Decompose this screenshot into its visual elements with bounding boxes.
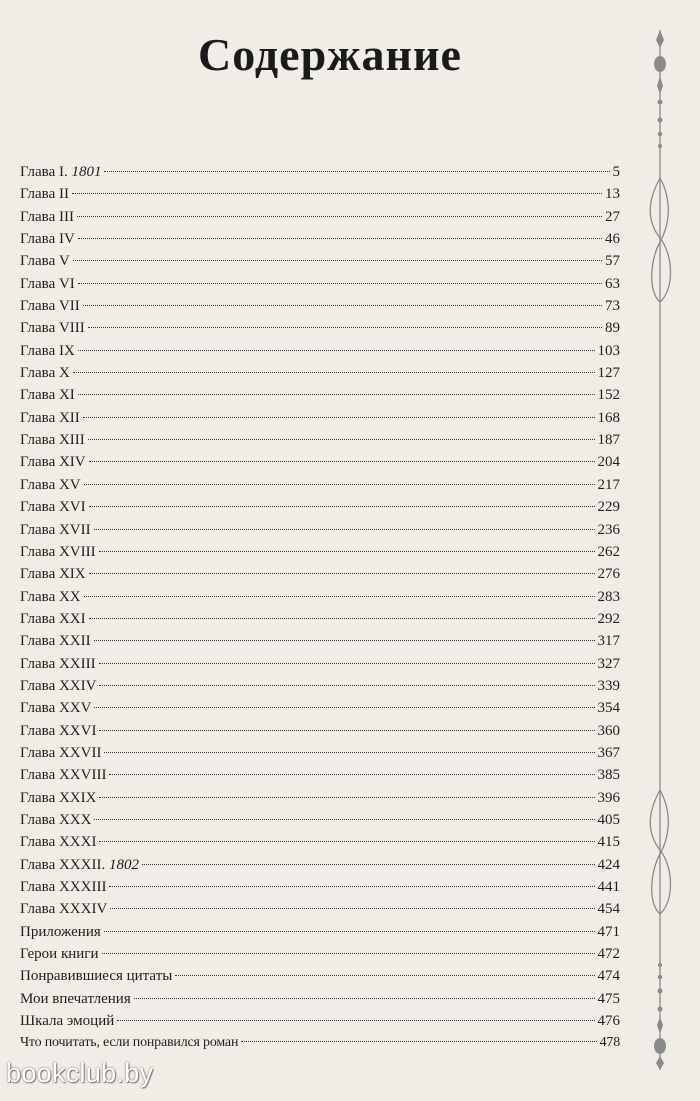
toc-entry-label: Глава XII xyxy=(20,409,80,426)
toc-entry-page: 317 xyxy=(597,633,620,650)
toc-entry xyxy=(20,921,620,943)
toc-entry-label: Глава XXIV xyxy=(20,677,97,694)
toc-entry-label: Глава XX xyxy=(20,588,81,605)
dot-leader xyxy=(89,618,595,619)
toc-entry-page: 367 xyxy=(597,744,620,761)
toc-entry-title xyxy=(20,943,99,965)
toc-entry-title xyxy=(20,362,70,384)
page-title: Содержание xyxy=(198,29,462,80)
toc-entry-label: Глава XXV xyxy=(20,700,92,717)
toc-entry-title xyxy=(20,1032,238,1054)
toc-entry-title xyxy=(20,787,96,809)
toc-entry-label: Глава XV xyxy=(20,476,81,493)
toc-entry-label: Глава XXVI xyxy=(20,722,97,739)
dot-leader xyxy=(83,417,595,418)
toc-entry-label: Глава XXIX xyxy=(20,789,97,806)
dot-leader xyxy=(134,998,595,999)
toc-entry xyxy=(20,697,620,719)
toc-entry-page: 292 xyxy=(597,610,620,627)
toc-entry-page: 354 xyxy=(597,700,620,717)
toc-entry-label: Герои книги xyxy=(20,946,99,963)
toc-entry-page: 89 xyxy=(605,320,620,337)
toc-entry-page: 57 xyxy=(605,253,620,270)
toc-entry-title xyxy=(20,519,91,541)
toc-entry xyxy=(20,384,620,406)
toc-entry-label: Глава XIII xyxy=(20,432,85,449)
toc-entry-title xyxy=(20,429,85,451)
dot-leader xyxy=(78,394,595,395)
toc-entry xyxy=(20,519,620,541)
dot-leader xyxy=(104,171,609,172)
dot-leader xyxy=(102,953,595,954)
toc-entry-page: 474 xyxy=(597,968,620,985)
dot-leader xyxy=(110,908,594,909)
toc-entry-page: 478 xyxy=(599,1035,620,1051)
toc-entry-page: 27 xyxy=(605,208,620,225)
dot-leader xyxy=(142,864,595,865)
toc-entry-label: Глава IV xyxy=(20,231,75,248)
dot-leader xyxy=(99,663,595,664)
toc-entry xyxy=(20,451,620,473)
toc-entry-page: 454 xyxy=(597,901,620,918)
toc-entry-label: Глава XI xyxy=(20,387,75,404)
toc-entry-label: Приложения xyxy=(20,923,101,940)
toc-entry-page: 441 xyxy=(597,879,620,895)
toc-entry-title xyxy=(20,273,75,295)
toc-entry-page: 73 xyxy=(605,298,620,315)
toc-entry-page: 327 xyxy=(597,655,620,672)
dot-leader xyxy=(89,461,595,462)
toc-entry xyxy=(20,228,620,250)
toc-entry-title xyxy=(20,965,172,987)
toc-entry-title xyxy=(20,854,139,876)
toc-entry-title xyxy=(20,764,106,786)
toc-entry-page: 476 xyxy=(597,1013,620,1030)
toc-entry-page: 276 xyxy=(597,566,620,583)
toc-entry xyxy=(20,720,620,742)
dot-leader xyxy=(89,506,595,507)
toc-entry-label: Глава XXVII xyxy=(20,744,102,761)
dot-leader xyxy=(99,797,594,798)
dot-leader xyxy=(78,350,595,351)
toc-entry-label: Глава XXX xyxy=(20,811,92,828)
toc-entry-title xyxy=(20,876,106,898)
toc-entry-title xyxy=(20,541,96,563)
toc-entry-title xyxy=(20,295,80,317)
toc-entry-title xyxy=(20,451,86,473)
toc-entry-title xyxy=(20,250,70,272)
toc-entry-label: Глава XVIII xyxy=(20,543,96,560)
toc-entry-label: Глава XXII xyxy=(20,633,91,650)
toc-entry-title xyxy=(20,988,131,1010)
toc-entry xyxy=(20,653,620,675)
toc-entry-title xyxy=(20,720,96,742)
toc-entry-title xyxy=(20,228,75,250)
toc-entry-page: 236 xyxy=(597,521,620,538)
toc-entry-title xyxy=(20,630,91,652)
toc-entry-page: 127 xyxy=(597,365,620,382)
toc-entry xyxy=(20,541,620,563)
toc-entry-page: 360 xyxy=(597,722,620,739)
toc-entry-title xyxy=(20,474,81,496)
toc-entry-title xyxy=(20,317,85,339)
toc-entry-page: 46 xyxy=(605,231,620,248)
toc-entry-label: Мои впечатления xyxy=(20,990,131,1007)
toc-entry-page: 262 xyxy=(597,543,620,560)
toc-entry-label: Глава XXVIII xyxy=(20,767,107,784)
toc-entry xyxy=(20,1010,620,1032)
toc-entry xyxy=(20,675,620,697)
vertical-flourish-icon xyxy=(640,30,680,1070)
toc-entry xyxy=(20,965,620,987)
dot-leader xyxy=(175,975,594,976)
dot-leader xyxy=(73,372,595,373)
dot-leader xyxy=(89,573,595,574)
dot-leader xyxy=(99,730,594,731)
dot-leader xyxy=(77,216,602,217)
dot-leader xyxy=(84,484,595,485)
toc-entry-page: 405 xyxy=(597,811,620,828)
toc-entry-label: Глава II xyxy=(20,186,69,203)
table-of-contents xyxy=(20,161,620,1055)
toc-entry-page: 13 xyxy=(605,186,620,203)
toc-entry-label: Глава I. xyxy=(20,164,68,180)
dot-leader xyxy=(109,774,594,775)
dot-leader xyxy=(109,886,594,887)
toc-entry xyxy=(20,1032,620,1054)
toc-entry xyxy=(20,608,620,630)
toc-entry-label: Глава VII xyxy=(20,298,80,315)
toc-entry xyxy=(20,295,620,317)
toc-entry-label: Глава X xyxy=(20,365,70,382)
toc-entry-title xyxy=(20,161,101,183)
toc-entry xyxy=(20,876,620,898)
toc-entry xyxy=(20,943,620,965)
dot-leader xyxy=(72,193,602,194)
toc-entry-page: 415 xyxy=(597,834,620,851)
toc-entry xyxy=(20,474,620,496)
toc-entry-label: Глава XXXIV xyxy=(20,901,108,918)
toc-entry xyxy=(20,407,620,429)
toc-entry-title xyxy=(20,384,75,406)
dot-leader xyxy=(78,283,602,284)
toc-entry-title xyxy=(20,1010,114,1032)
toc-entry-label: Глава XXXI xyxy=(20,834,97,851)
toc-entry-page: 217 xyxy=(597,476,620,493)
toc-entry xyxy=(20,429,620,451)
toc-entry xyxy=(20,183,620,205)
toc-entry xyxy=(20,787,620,809)
toc-entry-page: 5 xyxy=(612,164,620,180)
toc-entry-page: 396 xyxy=(597,789,620,806)
dot-leader xyxy=(73,260,602,261)
toc-entry-title xyxy=(20,407,80,429)
toc-entry-title xyxy=(20,608,86,630)
dot-leader xyxy=(94,819,594,820)
toc-entry xyxy=(20,563,620,585)
toc-entry-label: Глава XIX xyxy=(20,566,86,583)
dot-leader xyxy=(94,529,595,530)
toc-entry-page: 283 xyxy=(597,588,620,605)
toc-entry xyxy=(20,273,620,295)
toc-entry xyxy=(20,161,620,183)
toc-entry xyxy=(20,898,620,920)
toc-entry-title xyxy=(20,742,101,764)
dot-leader xyxy=(83,305,602,306)
toc-entry-label: Глава VI xyxy=(20,275,75,292)
dot-leader xyxy=(78,238,602,239)
toc-entry-page: 103 xyxy=(597,342,620,359)
toc-entry-label: Глава XIV xyxy=(20,454,86,471)
toc-entry-page: 424 xyxy=(597,856,620,873)
toc-entry xyxy=(20,206,620,228)
toc-entry xyxy=(20,340,620,362)
toc-entry-label: Глава XXI xyxy=(20,610,86,627)
toc-entry xyxy=(20,742,620,764)
dot-leader xyxy=(94,707,594,708)
toc-entry-label: Глава XVII xyxy=(20,521,91,538)
toc-entry-title xyxy=(20,563,86,585)
toc-entry xyxy=(20,586,620,608)
toc-entry xyxy=(20,988,620,1010)
toc-entry-title xyxy=(20,653,96,675)
toc-entry-label: Глава XVI xyxy=(20,499,86,516)
watermark: bookclub.by xyxy=(6,1058,154,1088)
toc-entry xyxy=(20,250,620,272)
toc-entry-title xyxy=(20,496,86,518)
toc-entry-label: Понравившиеся цитаты xyxy=(20,968,173,985)
toc-entry-page: 187 xyxy=(597,432,620,449)
toc-entry-title xyxy=(20,340,75,362)
dot-leader xyxy=(104,752,594,753)
toc-entry-label: Глава XXXII. xyxy=(20,856,106,873)
dot-leader xyxy=(84,596,595,597)
dot-leader xyxy=(99,685,594,686)
toc-entry-page: 229 xyxy=(597,499,620,516)
toc-entry-page: 63 xyxy=(605,275,620,292)
toc-entry xyxy=(20,831,620,853)
toc-entry-page: 385 xyxy=(597,767,620,784)
toc-entry-year: 1801 xyxy=(71,164,102,180)
dot-leader xyxy=(88,439,595,440)
toc-entry-title xyxy=(20,831,96,853)
toc-entry-label: Глава V xyxy=(20,253,70,270)
toc-entry-page: 339 xyxy=(597,677,620,694)
dot-leader xyxy=(99,551,595,552)
toc-entry xyxy=(20,362,620,384)
dot-leader xyxy=(88,327,602,328)
dot-leader xyxy=(241,1041,596,1042)
toc-entry xyxy=(20,630,620,652)
toc-entry-year: 1802 xyxy=(108,856,139,873)
toc-entry-title xyxy=(20,675,96,697)
toc-entry-label: Глава III xyxy=(20,208,74,225)
toc-entry-label: Что почитать, если понравился роман xyxy=(20,1035,239,1051)
dot-leader xyxy=(104,931,595,932)
toc-entry xyxy=(20,317,620,339)
toc-entry-page: 168 xyxy=(597,409,620,426)
toc-entry xyxy=(20,809,620,831)
toc-entry xyxy=(20,854,620,876)
toc-entry-label: Глава IX xyxy=(20,342,75,359)
toc-entry-page: 152 xyxy=(597,387,620,404)
dot-leader xyxy=(94,640,595,641)
toc-entry-title xyxy=(20,697,91,719)
toc-entry-label: Глава XXIII xyxy=(20,655,96,672)
toc-entry-page: 471 xyxy=(597,923,620,940)
toc-entry-page: 204 xyxy=(597,454,620,471)
dot-leader xyxy=(117,1020,594,1021)
toc-entry-title xyxy=(20,206,74,228)
dot-leader xyxy=(99,841,594,842)
toc-entry-title xyxy=(20,921,101,943)
toc-entry xyxy=(20,764,620,786)
toc-entry-page: 475 xyxy=(597,990,620,1007)
toc-entry-title xyxy=(20,809,91,831)
toc-entry-title xyxy=(20,898,107,920)
toc-entry-title xyxy=(20,586,81,608)
toc-entry-page: 472 xyxy=(597,946,620,963)
toc-entry xyxy=(20,496,620,518)
toc-entry-label: Глава VIII xyxy=(20,320,85,337)
toc-entry-label: Глава XXXIII xyxy=(20,879,107,895)
toc-entry-title xyxy=(20,183,69,205)
toc-entry-label: Шкала эмоций xyxy=(20,1013,115,1030)
